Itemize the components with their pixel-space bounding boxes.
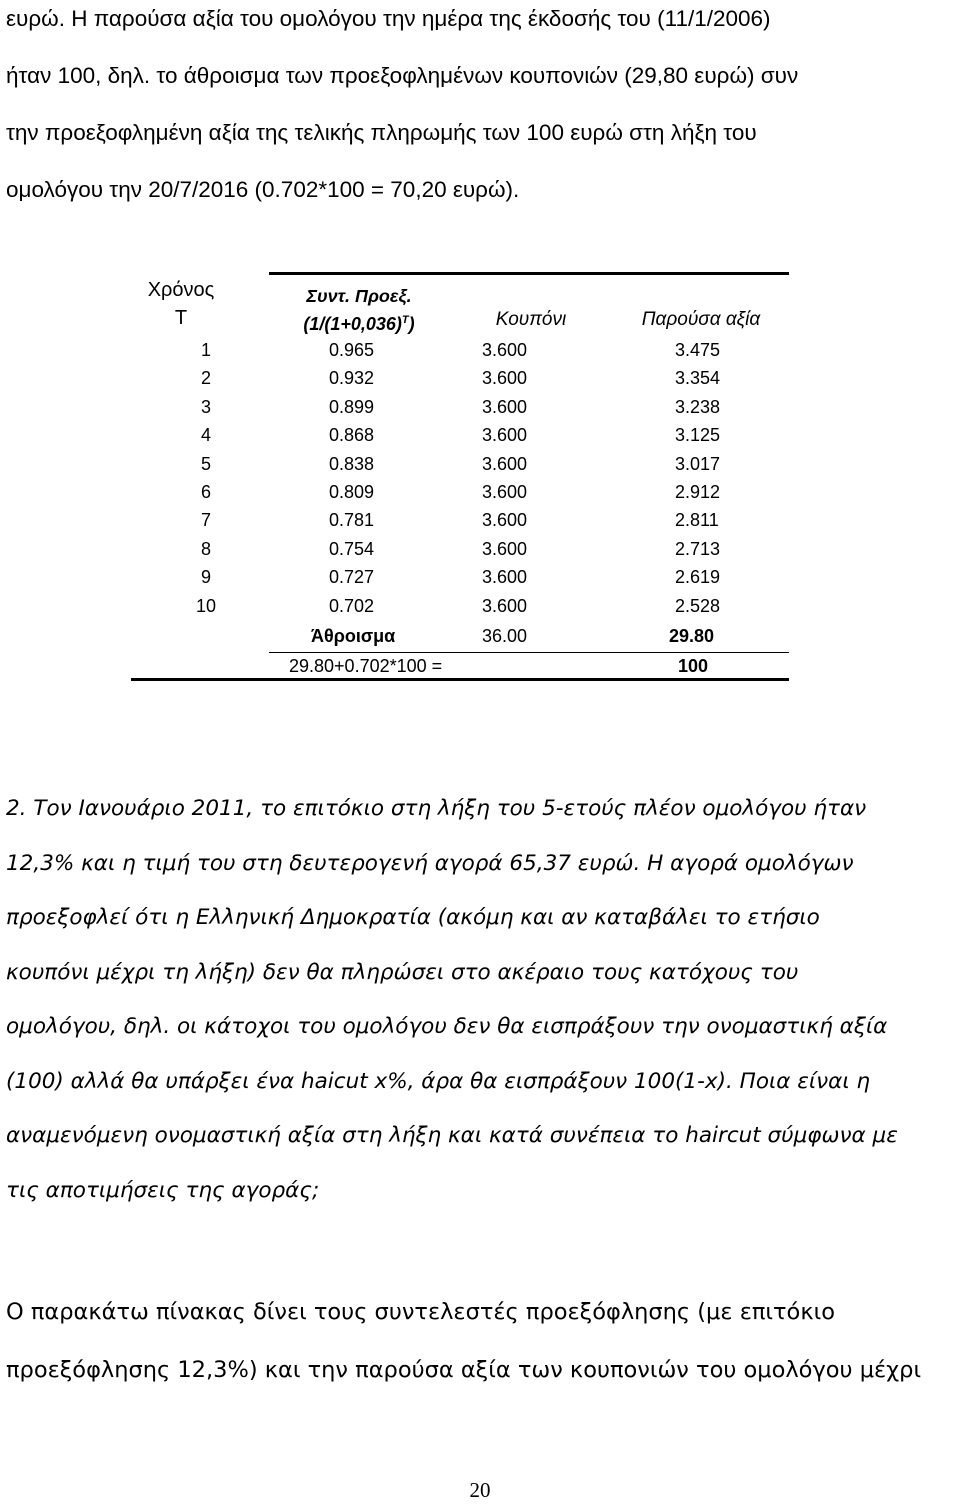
coupon-cell: 3.600 xyxy=(482,368,528,389)
table-row xyxy=(131,450,789,478)
table-row xyxy=(131,336,789,364)
sum-coupon: 36.00 xyxy=(482,626,528,646)
table-bottom-rule xyxy=(131,678,789,681)
year-cell: 10 xyxy=(195,595,217,616)
page-number: 20 xyxy=(469,1478,491,1502)
question-line: αναμενόμενη ονομαστική αξία στη λήξη και κατά συνέπεια το haircut σύμφωνα με xyxy=(6,1123,898,1148)
year-cell: 8 xyxy=(200,538,211,559)
intro-line: ευρώ. Η παρούσα αξία του ομολόγου την ημέρα της έκδοσής του (11/1/2006) xyxy=(6,6,771,31)
discount-factor-cell: 0.899 xyxy=(329,396,375,417)
table-row xyxy=(131,592,789,620)
coupon-cell: 3.600 xyxy=(482,567,528,588)
discount-factor-cell: 0.965 xyxy=(329,340,375,360)
coupon-cell: 3.600 xyxy=(482,482,528,502)
intro-line: ομολόγου την 20/7/2016 (0.702*100 = 70,20 ευρώ). xyxy=(6,177,520,202)
header-discount-factor: Συντ. Προεξ. xyxy=(306,286,412,306)
formula-exponent: T xyxy=(401,314,409,326)
table-top-rule xyxy=(269,272,789,275)
table-row xyxy=(131,535,789,563)
discount-factor-cell: 0.932 xyxy=(329,368,375,389)
formula-base: (1/(1+0,036) xyxy=(303,314,402,334)
closing-line: Ο παρακάτω πίνακας δίνει τους συντελεστές προεξόφλησης (με επιτόκιο xyxy=(6,1299,835,1325)
table-row xyxy=(131,563,789,591)
year-cell: 2 xyxy=(200,368,211,389)
table-mid-rule xyxy=(269,652,789,653)
discount-factor-cell: 0.781 xyxy=(329,510,375,531)
coupon-cell: 3.600 xyxy=(482,510,528,531)
year-cell: 7 xyxy=(200,510,211,531)
coupon-cell: 3.600 xyxy=(482,595,528,616)
header-year: Χρόνος xyxy=(147,279,215,301)
coupon-cell: 3.600 xyxy=(482,340,528,360)
present-value-cell: 2.713 xyxy=(675,538,721,559)
present-value-cell: 3.354 xyxy=(675,368,721,389)
discount-factor-cell: 0.838 xyxy=(329,453,375,474)
discount-factor-cell: 0.868 xyxy=(329,425,375,446)
present-value-cell: 2.912 xyxy=(675,482,721,502)
question-line: (100) αλλά θα υπάρξει ένα haicut x%, άρα θα εισπράξουν 100(1-x). Ποια είναι η xyxy=(6,1068,871,1094)
question-line: κουπόνι μέχρι τη λήξη) δεν θα πληρώσει στο ακέραιο τους κατόχους του xyxy=(6,959,799,985)
table-row xyxy=(131,478,789,506)
question-line: προεξοφλεί ότι η Ελληνική Δημοκρατία (ακόμη και αν καταβάλει το ετήσιο xyxy=(6,905,820,930)
closing-paragraph xyxy=(6,1283,956,1399)
coupon-cell: 3.600 xyxy=(482,396,528,417)
present-value-cell: 2.619 xyxy=(675,567,721,588)
question-line: τις αποτιμήσεις της αγοράς; xyxy=(6,1177,320,1203)
sum-present-value: 29.80 xyxy=(669,626,715,646)
present-value-cell: 2.811 xyxy=(675,510,719,531)
present-value-cell: 3.238 xyxy=(675,396,721,417)
coupon-cell: 3.600 xyxy=(482,453,528,474)
table-row xyxy=(131,506,789,534)
table-row xyxy=(131,393,789,421)
header-year-symbol: T xyxy=(174,307,188,329)
year-cell: 5 xyxy=(200,453,211,474)
table-row xyxy=(131,364,789,392)
intro-line: την προεξοφλημένη αξία της τελικής πληρωμής των 100 ευρώ στη λήξη του xyxy=(6,120,757,145)
question-line: 2. Τον Ιανουάριο 2011, το επιτόκιο στη λήξη του 5-ετούς πλέον ομολόγου ήταν xyxy=(6,796,867,821)
closing-line: προεξόφλησης 12,3%) και την παρούσα αξία των κουπονιών του ομολόγου μέχρι xyxy=(6,1357,922,1383)
formula-close: ) xyxy=(408,314,415,334)
table-row xyxy=(131,421,789,449)
question-line: 12,3% και η τιμή του στη δευτερογενή αγορά 65,37 ευρώ. Η αγορά ομολόγων xyxy=(6,850,854,876)
discount-factor-cell: 0.809 xyxy=(329,482,375,502)
discount-table xyxy=(131,272,789,680)
coupon-cell: 3.600 xyxy=(482,538,528,559)
present-value-cell: 2.528 xyxy=(675,595,721,616)
sum-label: Άθροισμα xyxy=(311,626,396,646)
year-cell: 6 xyxy=(200,482,211,502)
year-cell: 4 xyxy=(200,425,211,446)
present-value-cell: 3.125 xyxy=(675,425,721,446)
header-discount-formula xyxy=(279,308,439,336)
question-line: ομολόγου, δηλ. οι κάτοχοι του ομολόγου δεν θα εισπράξουν την ονομαστική αξία xyxy=(6,1014,888,1039)
discount-factor-cell: 0.754 xyxy=(329,538,375,559)
intro-paragraph xyxy=(6,0,956,228)
header-coupon: Κουπόνι xyxy=(495,309,567,330)
present-value-cell: 3.017 xyxy=(675,453,721,474)
header-present-value: Παρούσα αξία xyxy=(641,309,761,330)
coupon-cell: 3.600 xyxy=(482,425,528,446)
question-paragraph xyxy=(6,782,956,1218)
year-cell: 9 xyxy=(200,567,211,588)
discount-factor-cell: 0.702 xyxy=(329,595,375,616)
discount-factor-cell: 0.727 xyxy=(329,567,375,588)
year-cell: 3 xyxy=(200,396,211,417)
total-formula: 29.80+0.702*100 = xyxy=(289,656,443,676)
total-value: 100 xyxy=(678,656,709,676)
present-value-cell: 3.475 xyxy=(675,340,721,360)
intro-line: ήταν 100, δηλ. το άθροισμα των προεξοφλημένων κουπονιών (29,80 ευρώ) συν xyxy=(6,63,799,88)
year-cell: 1 xyxy=(200,340,211,360)
